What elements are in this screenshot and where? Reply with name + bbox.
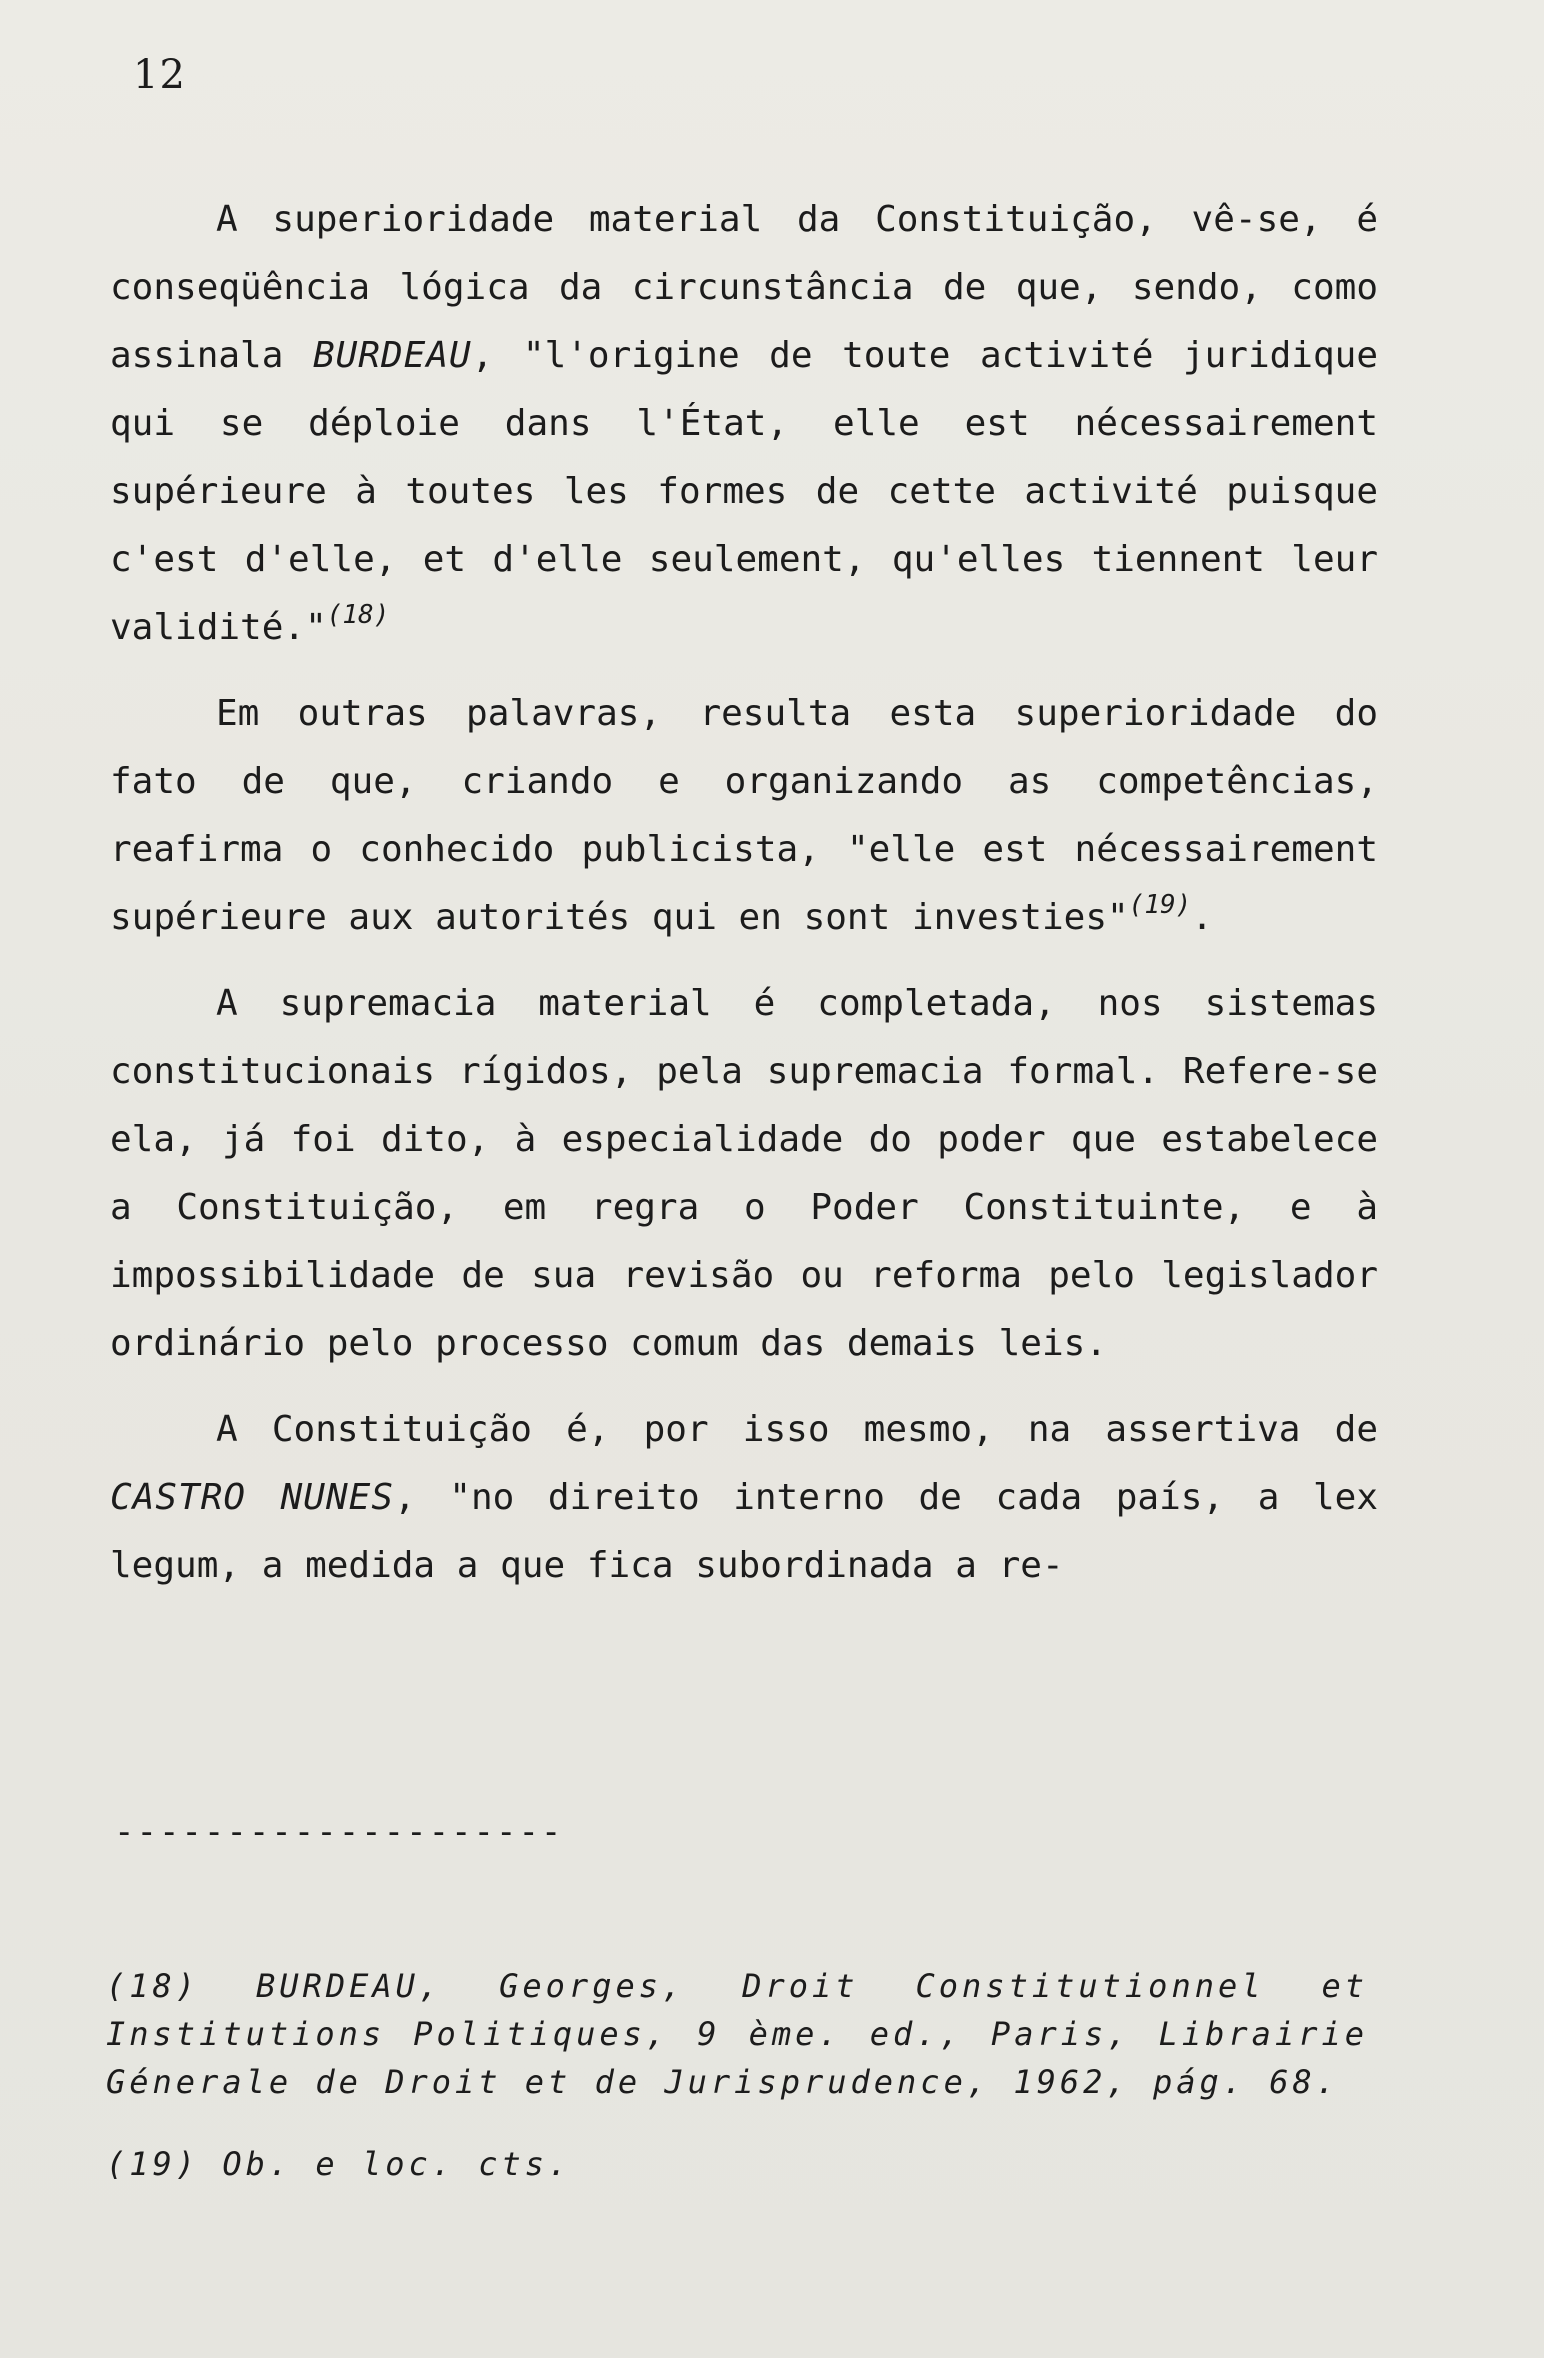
paragraph-text: A Constituição é, por isso mesmo, na assertiva de	[216, 1409, 1378, 1450]
paragraph-text: , "l'origine de toute activité juridique qui se déploie dans l'État, elle est nécessairement supérieure à toutes les formes de cette activité puisque c'est d'elle, et d'elle seulement, qu'elles tiennent leur validité."	[110, 335, 1378, 648]
footnote-reference: (18)	[326, 600, 390, 630]
author-name: CASTRO NUNES	[110, 1477, 395, 1518]
paragraph-text: Em outras palavras, resulta esta superioridade do fato de que, criando e organizando as competências, reafirma o conhecido publicista, "elle est nécessairement supérieure aux autorités qui en sont investies"	[110, 693, 1378, 938]
footnote-18: (18) BURDEAU, Georges, Droit Constitutionnel et Institutions Politiques, 9 ème. ed., Paris, Librairie Génerale de Droit et de Jurisprudence, 1962, pág. 68.	[106, 1967, 1368, 2101]
paragraph-text: .	[1191, 897, 1213, 938]
paragraph-1	[110, 186, 1378, 662]
paragraph-text: , "no direito interno de cada país, a lex legum, a medida a que fica subordinada a re-	[110, 1477, 1378, 1586]
paragraph-3	[110, 970, 1378, 1378]
body-text	[110, 186, 1378, 1600]
author-name: BURDEAU	[312, 335, 472, 376]
paragraph-2	[110, 680, 1378, 952]
paragraph-4	[110, 1396, 1378, 1600]
footnote-19: (19) Ob. e loc. cts.	[106, 2145, 572, 2183]
paragraph-text: A superioridade material da Constituição, vê-se, é conseqüência lógica da circunstância de que, sendo, como assinala	[110, 199, 1378, 376]
paragraph-text: A supremacia material é completada, nos sistemas constitucionais rígidos, pela supremacia formal. Refere-se ela, já foi dito, à especialidade do poder que estabelece a Constituição, em regra o Poder Constituinte, e à impossibilidade de sua revisão ou reforma pelo legislador ordinário pelo processo comum das demais leis.	[110, 983, 1378, 1364]
page-number: 12	[133, 52, 186, 98]
footnote-reference: (19)	[1128, 890, 1192, 920]
footnotes	[106, 1962, 1368, 2222]
footnote-separator: --------------------	[114, 1812, 564, 1852]
